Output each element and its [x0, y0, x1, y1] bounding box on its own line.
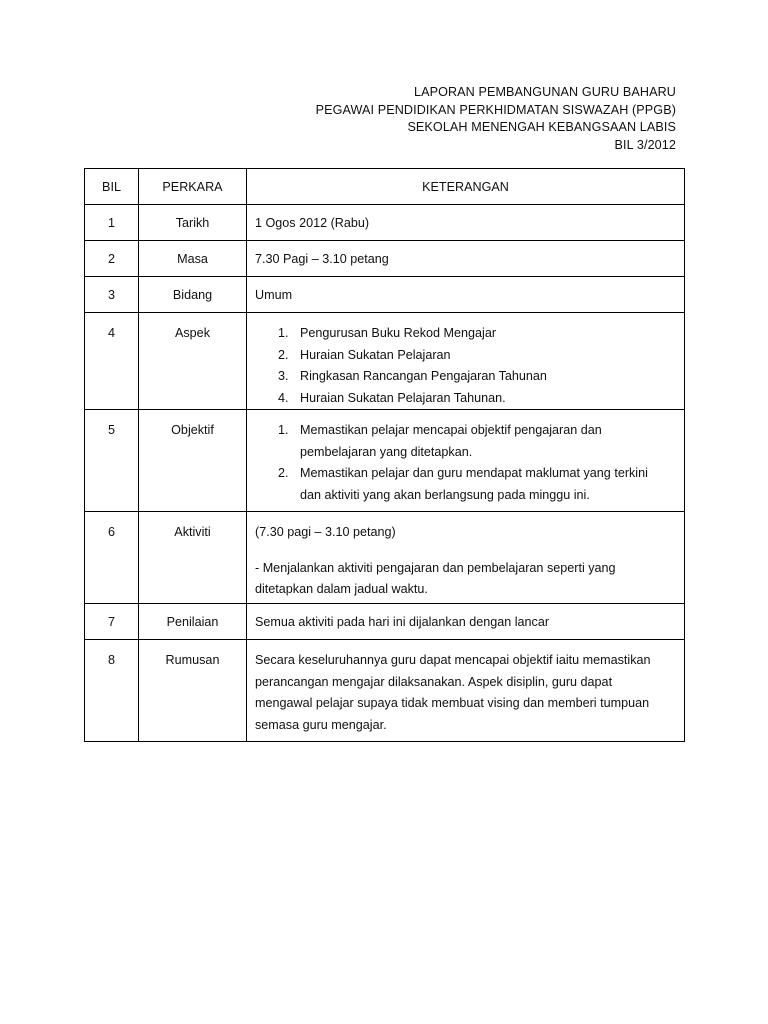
- row-keterangan: 7.30 Pagi – 3.10 petang: [247, 241, 685, 277]
- row-perkara: Penilaian: [139, 604, 247, 640]
- list-item: [255, 366, 676, 388]
- row-bil: 5: [85, 410, 139, 512]
- objektif-list: [255, 420, 676, 506]
- report-table: [84, 168, 685, 742]
- list-item-number: 4.: [278, 390, 289, 405]
- table-row: [85, 640, 685, 742]
- activity-line: ditetapkan dalam jadual waktu.: [255, 582, 428, 596]
- row-keterangan: [247, 410, 685, 512]
- list-item-text: Huraian Sukatan Pelajaran Tahunan.: [300, 390, 506, 405]
- row-bil: 7: [85, 604, 139, 640]
- row-keterangan: Umum: [247, 277, 685, 313]
- row-perkara: Tarikh: [139, 205, 247, 241]
- list-item: [255, 388, 676, 410]
- list-item-text: Pengurusan Buku Rekod Mengajar: [300, 326, 497, 340]
- list-item-text: Memastikan pelajar mencapai objektif pengajaran dan: [300, 423, 602, 437]
- list-item: [255, 420, 676, 463]
- list-item: [255, 345, 676, 367]
- list-item: [255, 323, 676, 345]
- summary-line: mengawal pelajar supaya tidak membuat vising dan memberi tumpuan: [255, 696, 650, 710]
- list-item-text: Ringkasan Rancangan Pengajaran Tahunan: [300, 369, 547, 383]
- row-perkara: Rumusan: [139, 640, 247, 742]
- header-bil: BIL: [85, 169, 139, 205]
- summary-line: perancangan mengajar dilaksanakan. Aspek disiplin, guru dapat: [255, 674, 613, 689]
- row-bil: 4: [85, 313, 139, 410]
- list-item-number: 2.: [278, 347, 289, 362]
- list-item-number: 1.: [278, 423, 289, 437]
- row-keterangan: [247, 512, 685, 604]
- row-keterangan: 1 Ogos 2012 (Rabu): [247, 205, 685, 241]
- row-keterangan: [247, 640, 685, 742]
- activity-time: (7.30 pagi – 3.10 petang): [255, 525, 396, 539]
- list-item-text: Huraian Sukatan Pelajaran: [300, 347, 451, 362]
- row-bil: 3: [85, 277, 139, 313]
- row-bil: 2: [85, 241, 139, 277]
- header-number: BIL 3/2012: [614, 137, 676, 152]
- summary-line: semasa guru mengajar.: [255, 717, 387, 732]
- list-item-text: dan aktiviti yang akan berlangsung pada minggu ini.: [300, 487, 590, 502]
- row-bil: 6: [85, 512, 139, 604]
- list-item-text: pembelajaran yang ditetapkan.: [300, 444, 473, 459]
- row-keterangan: [247, 313, 685, 410]
- list-item-number: 3.: [278, 369, 289, 383]
- table-row: [85, 410, 685, 512]
- table-row: [85, 604, 685, 640]
- summary-line: Secara keseluruhannya guru dapat mencapai objektif iaitu memastikan: [255, 653, 651, 667]
- row-perkara: Masa: [139, 241, 247, 277]
- list-item: [255, 463, 676, 506]
- row-perkara: Objektif: [139, 410, 247, 512]
- header-title: LAPORAN PEMBANGUNAN GURU BAHARU: [413, 85, 676, 99]
- table-row: [85, 241, 685, 277]
- report-header: [316, 84, 676, 154]
- list-item-number: 2.: [278, 466, 289, 480]
- list-item-number: 1.: [278, 326, 289, 340]
- header-perkara: PERKARA: [139, 169, 247, 205]
- table-header-row: [85, 169, 685, 205]
- table-row: [85, 512, 685, 604]
- aspek-list: [255, 323, 676, 409]
- activity-line: - Menjalankan aktiviti pengajaran dan pembelajaran seperti yang: [255, 560, 616, 575]
- row-perkara: Aspek: [139, 313, 247, 410]
- table-row: [85, 205, 685, 241]
- row-keterangan: Semua aktiviti pada hari ini dijalankan dengan lancar: [247, 604, 685, 640]
- table-row: [85, 313, 685, 410]
- row-bil: 8: [85, 640, 139, 742]
- list-item-text: Memastikan pelajar dan guru mendapat maklumat yang terkini: [300, 466, 648, 480]
- row-bil: 1: [85, 205, 139, 241]
- header-school: SEKOLAH MENENGAH KEBANGSAAN LABIS: [407, 120, 676, 135]
- header-keterangan: KETERANGAN: [247, 169, 685, 205]
- row-perkara: Aktiviti: [139, 512, 247, 604]
- row-perkara: Bidang: [139, 277, 247, 313]
- header-subtitle: PEGAWAI PENDIDIKAN PERKHIDMATAN SISWAZAH (PPGB): [315, 102, 676, 117]
- table-row: [85, 277, 685, 313]
